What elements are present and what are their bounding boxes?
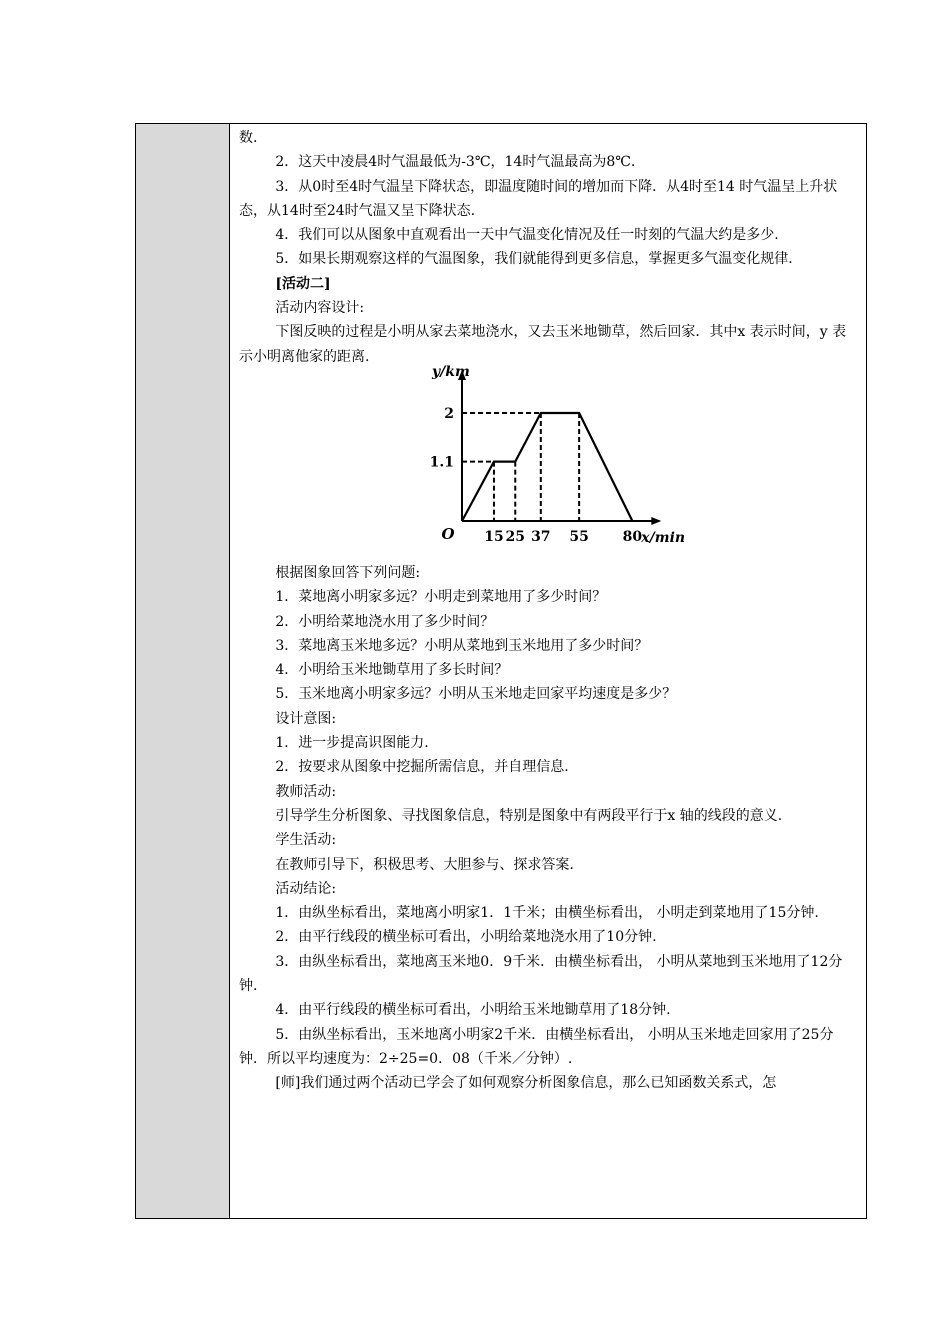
paragraph: 2．由平行线段的横坐标可看出，小明给菜地浇水用了10分钟. [275,929,657,946]
y-tick-label: 1.1 [429,454,454,471]
paragraph: 引导学生分析图象、寻找图象信息，特别是图象中有两段平行于x 轴的线段的意义. [275,807,783,824]
origin-label: O [441,524,455,543]
x-tick-label: 15 [484,528,504,545]
intro-paragraph: 下图反映的过程是小明从家去菜地浇水，又去玉米地锄草，然后回家．其中x 表示时间，y 表示小明离他家的距离. [239,324,847,365]
paragraph: 教师活动: [275,783,337,800]
paragraph: 3．从0时至4时气温呈下降状态，即温度随时间的增加而下降．从4时至14 时气温呈上升状态，从14时至24时气温又呈下降状态. [239,178,838,219]
y-tick-label: 2 [444,405,454,422]
paragraph: 5．由纵坐标看出，玉米地离小明家2千米．由横坐标看出， 小明从玉米地走回家用了25分钟．所以平均速度为：2÷25=0．08（千米／分钟）. [239,1026,834,1067]
chart-svg [417,363,707,559]
paragraph: 设计意图: [275,710,337,727]
paragraph: 1．由纵坐标看出，菜地离小明家1．1千米；由横坐标看出， 小明走到菜地用了15分钟. [275,905,819,922]
paragraph: 4．由平行线段的横坐标可看出，小明给玉米地锄草用了18分钟. [275,1002,671,1019]
paragraph: 5．如果长期观察这样的气温图象，我们就能得到更多信息，掌握更多气温变化规律. [275,251,793,268]
paragraph: 1．菜地离小明家多远？小明走到菜地用了多少时间？ [275,589,607,606]
design-label: 活动内容设计: [275,300,365,317]
paragraph: 学生活动: [275,832,337,849]
top-paragraphs [239,126,859,272]
paragraph: 数. [239,130,258,146]
paragraph: 4．我们可以从图象中直观看出一天中气温变化情况及任一时刻的气温大约是多少. [275,227,779,244]
paragraph: 2．按要求从图象中挖掘所需信息，并自理信息. [275,759,569,776]
x-axis-label: x/min [641,529,686,546]
paragraph: 4．小明给玉米地锄草用了多长时间？ [275,662,509,679]
paragraph: 活动结论: [275,880,337,897]
activity-title: [活动二] [275,275,331,292]
x-tick-label: 37 [531,528,551,545]
content-cell [239,126,859,1096]
distance-time-chart [417,363,707,559]
x-tick-label: 80 [622,528,643,545]
paragraph: 根据图象回答下列问题: [275,564,421,581]
paragraph: 2．小明给菜地浇水用了多少时间？ [275,613,495,630]
left-column [136,124,230,1218]
bottom-paragraphs [239,561,859,1096]
paragraph: 3．菜地离玉米地多远？小明从菜地到玉米地用了多少时间？ [275,637,649,654]
x-axis-arrow [651,517,661,525]
paragraph: 1．进一步提高识图能力. [275,735,429,752]
paragraph: 在教师引导下，积极思考、大胆参与、探求答案. [275,856,574,873]
x-tick-label: 55 [569,528,589,545]
paragraph: 2．这天中凌晨4时气温最低为-3℃，14时气温最高为8℃. [275,154,636,171]
x-tick-label: 25 [505,528,525,545]
lesson-table [135,123,867,1219]
paragraph: 3．由纵坐标看出，菜地离玉米地0．9千米．由横坐标看出， 小明从菜地到玉米地用了12分钟. [239,953,843,995]
paragraph: 5．玉米地离小明家多远？小明从玉米地走回家平均速度是多少？ [275,686,677,703]
y-axis-label: y/km [432,363,470,380]
distance-series-line [462,413,632,521]
paragraph: [师]我们通过两个活动已学会了如何观察分析图象信息，那么已知函数关系式，怎 [275,1075,777,1092]
